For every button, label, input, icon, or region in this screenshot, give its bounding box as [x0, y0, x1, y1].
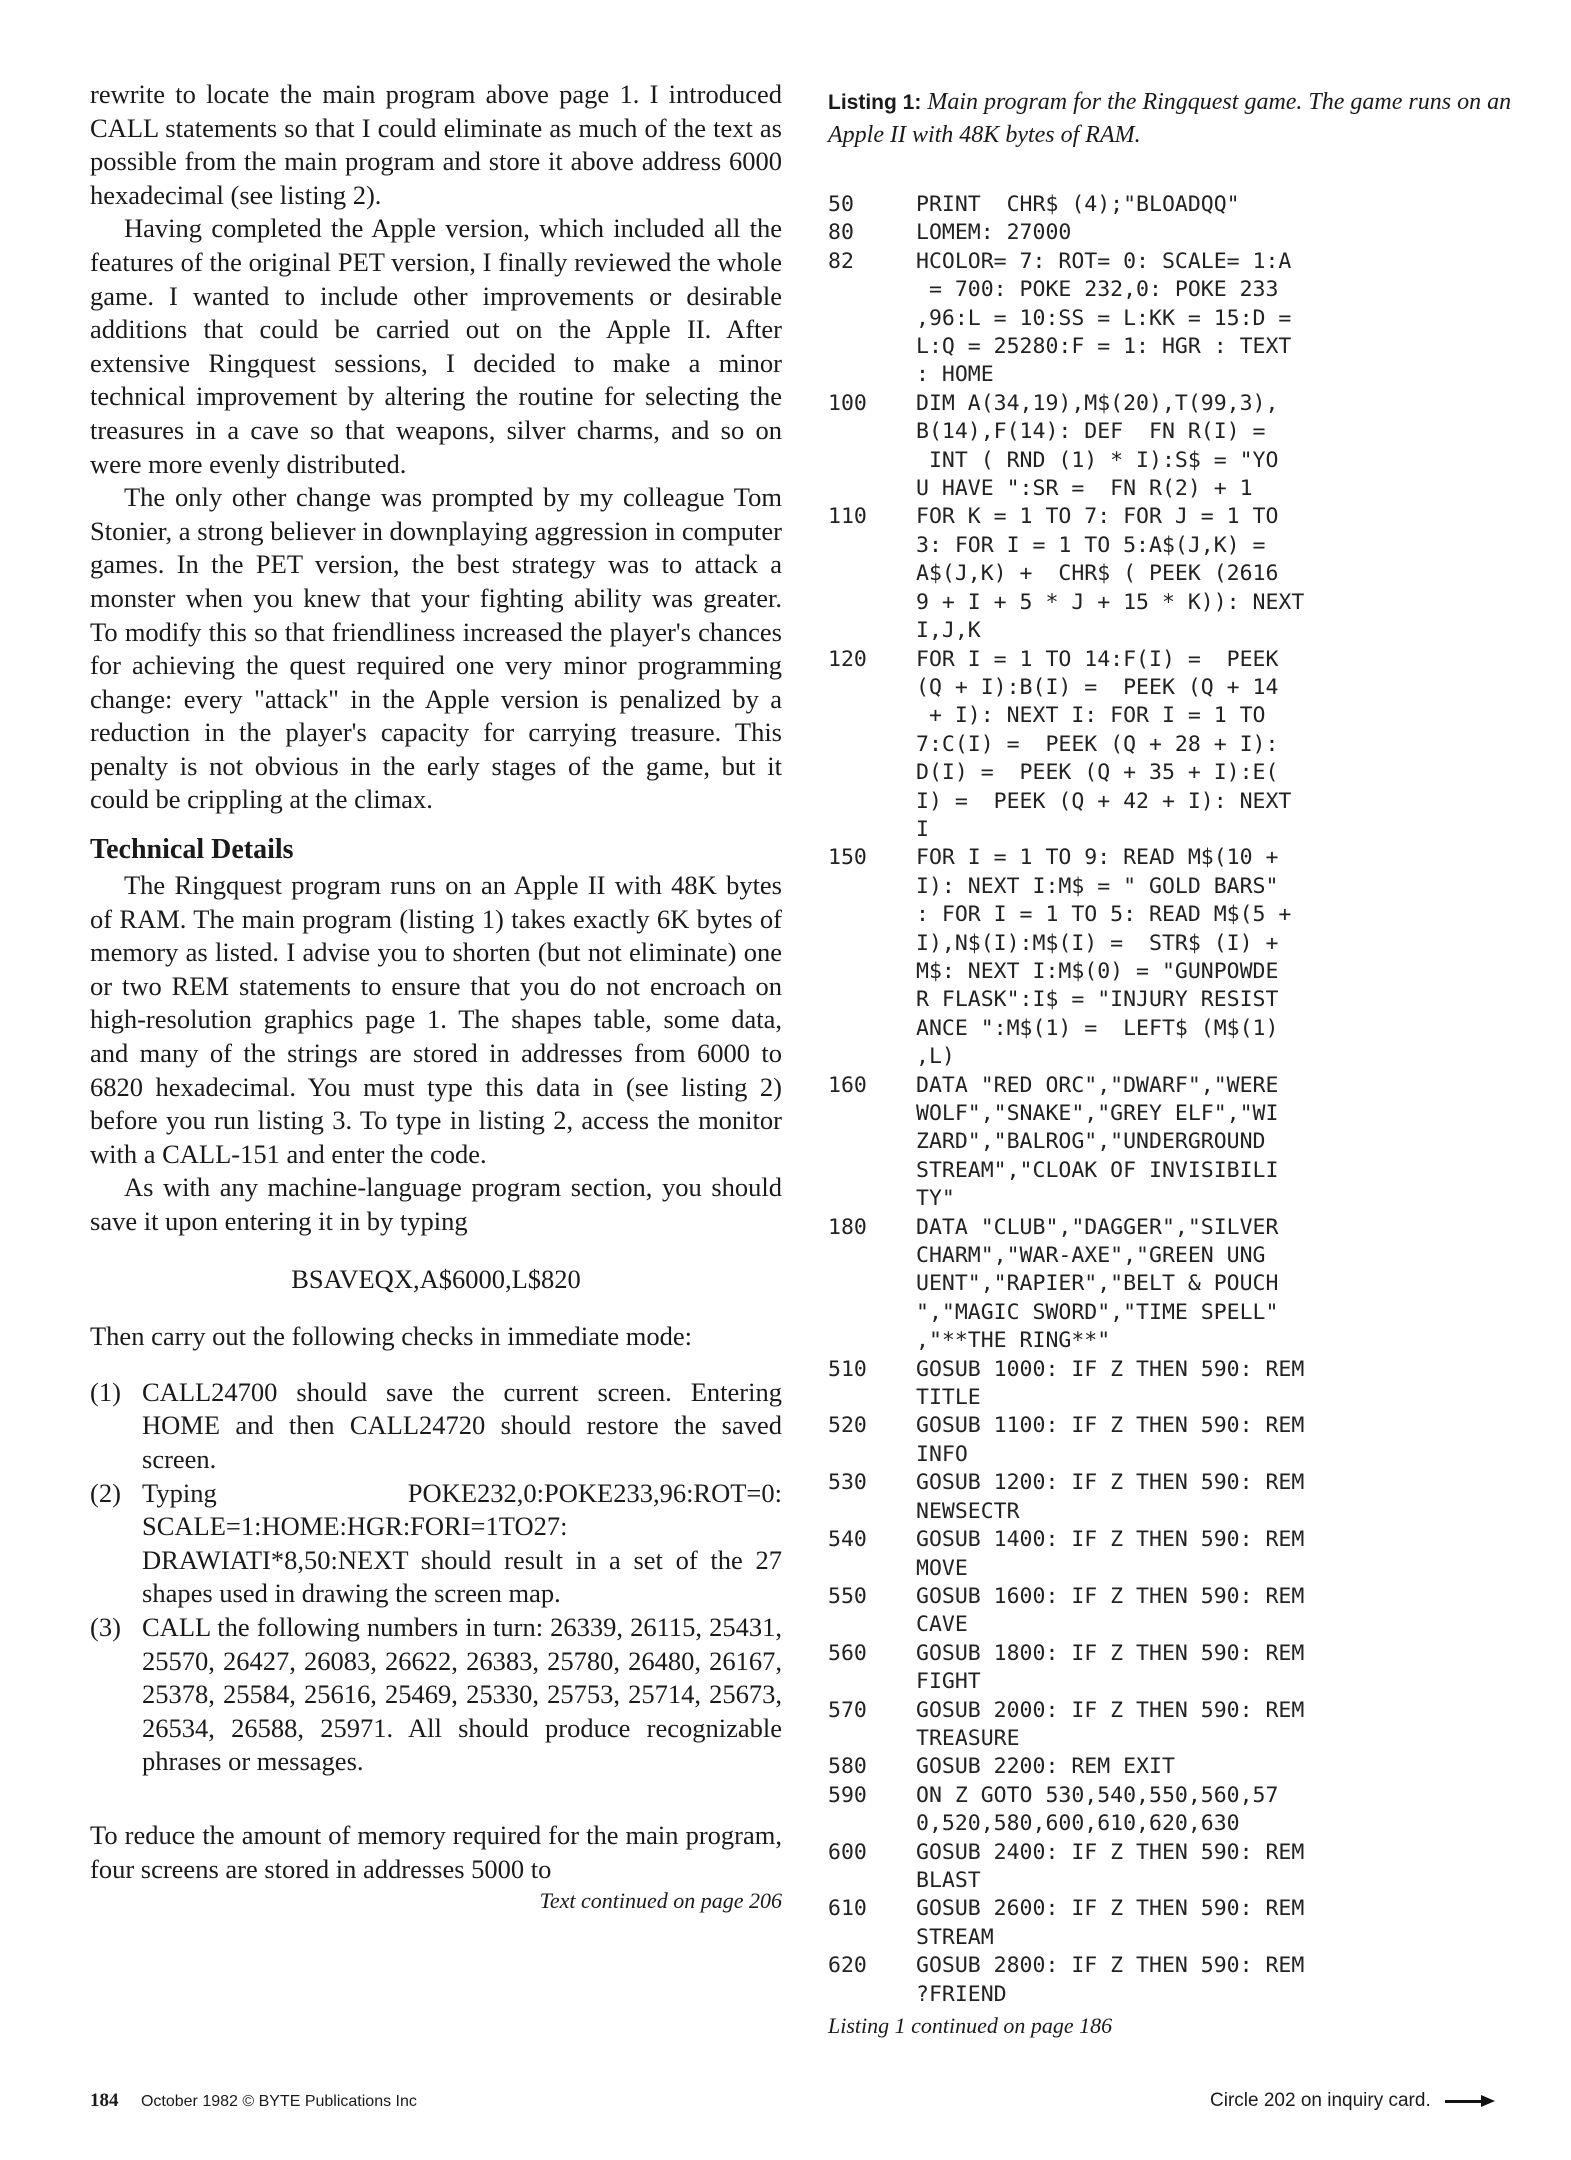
line-number: 540 — [828, 1527, 867, 1553]
page-number: 184 — [90, 2090, 119, 2111]
code-line — [828, 1952, 1518, 2009]
listing-continued-note: Listing 1 continued on page 186 — [828, 2013, 1113, 2038]
line-number: 610 — [828, 1896, 867, 1922]
right-arrow-icon — [1445, 2095, 1495, 2107]
code-line — [828, 1640, 1518, 1697]
listing-caption — [828, 86, 1518, 151]
line-number: 560 — [828, 1640, 867, 1666]
caption-text: Main program for the Ringquest game. The game runs on an Apple II with 48K bytes of RAM. — [828, 89, 1512, 148]
section-heading: Technical Details — [90, 834, 294, 866]
line-number: 160 — [828, 1072, 867, 1098]
bsave-command: BSAVEQX,A$6000,L$820 — [291, 1263, 581, 1294]
line-code: GOSUB 2600: IF Z THEN 590: REM STREAM — [916, 1896, 1305, 1950]
code-line — [828, 248, 1518, 390]
line-code: LOMEM: 27000 — [916, 220, 1072, 246]
code-line — [828, 219, 1518, 247]
line-code: GOSUB 2000: IF Z THEN 590: REM TREASURE — [916, 1697, 1305, 1751]
line-number: 570 — [828, 1697, 867, 1723]
code-line — [828, 1412, 1518, 1469]
line-number: 600 — [828, 1839, 867, 1865]
paragraph: Having completed the Apple version, which included all the features of the original PET version, I finally reviewed the whole game. I wanted to include other improvements or desirable additions that could be carried out on the Apple II. After extensive Ringquest sessions, I decided to make a minor technical improvement by altering the routine for selecting the treasures in a cave so that weapons, silver charms, and so on were more evenly distributed. — [90, 213, 782, 479]
list-item — [90, 1376, 782, 1477]
paragraph: rewrite to locate the main program above page 1. I introduced CALL statements so that I could eliminate as much of the text as possible from the main program and store it above address 6000 hexadecimal (see listing 2). — [90, 79, 782, 210]
line-code: GOSUB 1600: IF Z THEN 590: REM CAVE — [916, 1583, 1305, 1638]
line-number: 580 — [828, 1754, 867, 1780]
code-line — [828, 1697, 1518, 1754]
line-number: 180 — [828, 1214, 867, 1240]
line-code: GOSUB 1200: IF Z THEN 590: REM NEWSECTR — [916, 1470, 1305, 1524]
paragraph: The only other change was prompted by my colleague Tom Stonier, a strong believer in downplaying aggression in computer games. In the PET version, the best strategy was to attack a monster when you knew that your fighting ability was greater. To modify this so that friendliness increased the player's chances for achieving the quest required one very minor programming change: every "attack" in the Apple version is penalized by a reduction in the player's capacity for carrying treasure. This penalty is not obvious in the early stages of the game, but it could be crippling at the climax. — [90, 482, 782, 815]
line-code: GOSUB 1100: IF Z THEN 590: REM INFO — [916, 1413, 1305, 1467]
line-number: 80 — [828, 220, 854, 246]
code-line — [828, 503, 1518, 645]
item-text: Typing POKE232,0:POKE233,96:ROT=0: SCALE=1:HOME:HGR:FORI=1TO27: DRAWIATI*8,50:NEXT should result in a set of the 27 shapes used in drawing the screen map. — [142, 1477, 782, 1609]
code-line — [828, 1214, 1518, 1356]
inquiry-note — [1210, 2090, 1495, 2112]
line-number: 550 — [828, 1583, 867, 1609]
line-code: GOSUB 2400: IF Z THEN 590: REM BLAST — [916, 1839, 1305, 1893]
paragraph: The Ringquest program runs on an Apple II with 48K bytes of RAM. The main program (listing 1) takes exactly 6K bytes of memory as listed. I advise you to shorten (but not eliminate) one or two REM statements to ensure that you do not encroach on high-resolution graphics page 1. The shapes table, some data, and many of the strings are stored in addresses from 6000 to 6820 hexadecimal. You must type this data in (see listing 2) before you run listing 3. To type in listing 2, access the monitor with a CALL-151 and enter the code. — [90, 870, 782, 1169]
line-number: 510 — [828, 1356, 867, 1382]
publication-line: October 1982 © BYTE Publications Inc — [140, 2093, 417, 2110]
line-code: FOR K = 1 TO 7: FOR J = 1 TO 3: FOR I = 1 TO 5:A$(J,K) = A$(J,K) + CHR$ ( PEEK (2616 9 + I + 5 * J + 15 * K)): NEXT I,J,K — [916, 504, 1305, 644]
code-line — [828, 844, 1518, 1071]
code-line — [828, 1356, 1518, 1413]
line-number: 82 — [828, 248, 854, 274]
article-text-column — [90, 78, 782, 1916]
line-code: DATA "RED ORC","DWARF","WERE WOLF","SNAKE","GREY ELF","WI ZARD","BALROG","UNDERGROUND STREAM","CLOAK OF INVISIBILI TY" — [916, 1072, 1279, 1212]
list-item — [90, 1477, 782, 1611]
line-code: FOR I = 1 TO 14:F(I) = PEEK (Q + I):B(I) = PEEK (Q + 14 + I): NEXT I: FOR I = 1 TO 7:C(I) = PEEK (Q + 28 + I): D(I) = PEEK (Q + 35 + I):E( I) = PEEK (Q + 42 + I): NEXT I — [916, 646, 1292, 842]
line-number: 590 — [828, 1782, 867, 1808]
code-line — [828, 1782, 1518, 1839]
code-line — [828, 1753, 1518, 1781]
code-line — [828, 390, 1518, 504]
line-number: 620 — [828, 1953, 867, 1979]
list-item — [90, 1611, 782, 1779]
item-number: (2) — [90, 1477, 121, 1508]
text-continued-note: Text continued on page 206 — [539, 1888, 782, 1914]
code-line — [828, 1583, 1518, 1640]
line-number: 50 — [828, 192, 854, 217]
line-number: 520 — [828, 1413, 867, 1439]
line-code: DIM A(34,19),M$(20),T(99,3), B(14),F(14): DEF FN R(I) = INT ( RND (1) * I):S$ = "YO U HAVE ":SR = FN R(2) + 1 — [916, 390, 1279, 502]
line-code: GOSUB 1400: IF Z THEN 590: REM MOVE — [916, 1527, 1305, 1581]
listing-column — [828, 86, 1518, 2039]
line-code: GOSUB 2800: IF Z THEN 590: REM ?FRIEND — [916, 1953, 1305, 2007]
line-number: 120 — [828, 646, 867, 672]
paragraph: As with any machine-language program section, you should save it upon entering it in by typing — [90, 1172, 782, 1236]
line-code: GOSUB 2200: REM EXIT — [916, 1754, 1175, 1780]
code-line — [828, 191, 1518, 219]
line-number: 100 — [828, 390, 867, 416]
line-code: PRINT CHR$ (4);"BLOADQQ" — [916, 192, 1240, 217]
line-number: 110 — [828, 504, 867, 530]
line-code: GOSUB 1000: IF Z THEN 590: REM TITLE — [916, 1356, 1305, 1411]
code-line — [828, 1839, 1518, 1896]
line-code: ON Z GOTO 530,540,550,560,57 0,520,580,600,610,620,630 — [916, 1782, 1279, 1837]
checks-intro: Then carry out the following checks in immediate mode: — [90, 1321, 692, 1352]
code-line — [828, 1469, 1518, 1526]
item-number: (1) — [90, 1376, 121, 1407]
paragraph: To reduce the amount of memory required for the main program, four screens are stored in addresses 5000 to — [90, 1819, 782, 1884]
inquiry-text: Circle 202 on inquiry card. — [1210, 2090, 1431, 2111]
code-listing — [828, 191, 1518, 2009]
page-footer — [90, 2090, 417, 2112]
item-text: CALL24700 should save the current screen. Entering HOME and then CALL24720 should restore the saved screen. — [142, 1376, 782, 1474]
item-number: (3) — [90, 1611, 121, 1642]
code-line — [828, 1526, 1518, 1583]
code-line — [828, 646, 1518, 845]
line-code: FOR I = 1 TO 9: READ M$(10 + I): NEXT I:M$ = " GOLD BARS" : FOR I = 1 TO 5: READ M$(5 + I),N$(I):M$(I) = STR$ (I) + M$: NEXT I:M$(0) = "GUNPOWDE R FLASK":I$ = "INJURY RESIST ANCE ":M$(1) = LEFT$ (M$(1) ,L) — [916, 845, 1292, 1070]
code-line — [828, 1895, 1518, 1952]
line-code: HCOLOR= 7: ROT= 0: SCALE= 1:A = 700: POKE 232,0: POKE 233 ,96:L = 10:SS = L:KK = 15:D = L:Q = 25280:F = 1: HGR : TEXT : HOME — [916, 248, 1292, 388]
line-code: GOSUB 1800: IF Z THEN 590: REM FIGHT — [916, 1640, 1305, 1695]
checks-list — [90, 1376, 782, 1779]
item-text: CALL the following numbers in turn: 26339, 26115, 25431, 25570, 26427, 26083, 26622, 26383, 25780, 26480, 26167, 25378, 25584, 25616, 25469, 25330, 25753, 25714, 25673, 26534, 26588, 25971. All should produce recognizable phrases or messages. — [142, 1611, 782, 1777]
line-code: DATA "CLUB","DAGGER","SILVER CHARM","WAR-AXE","GREEN UNG UENT","RAPIER","BELT & POUCH ","MAGIC SWORD","TIME SPELL" ,"**THE RING**" — [916, 1214, 1279, 1354]
line-number: 530 — [828, 1470, 867, 1496]
caption-label: Listing 1: — [828, 91, 922, 114]
code-line — [828, 1072, 1518, 1214]
line-number: 150 — [828, 845, 867, 871]
